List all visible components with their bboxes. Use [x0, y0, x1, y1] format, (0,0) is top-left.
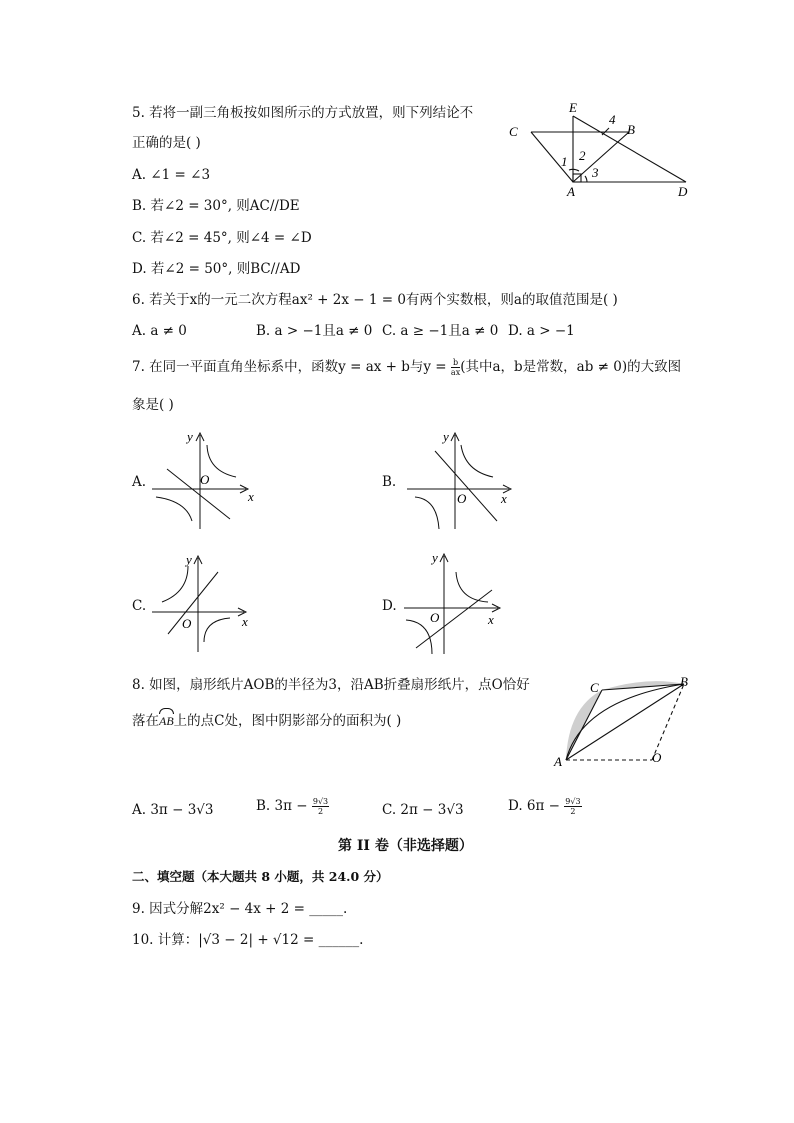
q7-stem-part1: 7. 在同一平面直角坐标系中，函数y = ax + b与y =	[132, 359, 451, 375]
q7a-x-label: x	[248, 489, 254, 504]
q5-label-c: C	[509, 124, 518, 139]
q5-label-a: A	[567, 184, 575, 199]
q5-label-d: D	[678, 184, 688, 199]
q7c-y-label: y	[186, 552, 192, 567]
q8-option-b-frac	[312, 797, 329, 816]
q8-option-c: C. 2π − 3√3	[382, 802, 464, 818]
q5-label-b: B	[627, 122, 635, 137]
q5-triangle-figure	[505, 98, 705, 203]
q7-frac-den: ax	[450, 368, 461, 377]
q6-option-b: B. a > −1且a ≠ 0	[256, 323, 373, 339]
q7-stem-part2: (其中a，b是常数，ab ≠ 0)的大致图	[460, 359, 682, 375]
q7-option-a-label: A.	[132, 474, 147, 490]
q8-stem-line2	[132, 712, 401, 730]
q7-frac-num: b	[451, 358, 460, 368]
q8-option-d	[508, 797, 582, 816]
q7-graph-a	[150, 425, 265, 530]
q7b-y-label: y	[443, 429, 449, 444]
q5-label-4: 4	[609, 112, 616, 127]
q10-stem: 10. 计算：|√3 − 2| + √12 = ______.	[132, 932, 364, 948]
q5-stem-line1: 5. 若将一副三角板按如图所示的方式放置，则下列结论不	[132, 105, 474, 121]
q7-fraction	[451, 358, 460, 377]
q7-option-d-label: D.	[382, 598, 397, 614]
q5-stem-line2: 正确的是( )	[132, 135, 201, 151]
q8-option-d-frac	[564, 797, 581, 816]
q7-graph-b	[405, 425, 520, 530]
q8-option-d-den: 2	[570, 807, 576, 816]
q8-option-b-prefix: B. 3π −	[256, 798, 312, 814]
q7a-y-label: y	[187, 429, 193, 444]
q6-option-d: D. a > −1	[508, 323, 575, 339]
section2-title: 第 II 卷（非选择题）	[338, 838, 473, 854]
q8-stem-part1: 落在	[132, 713, 159, 729]
q5-option-b: B. 若∠2 = 30°, 则AC//DE	[132, 198, 300, 214]
q7-option-c-label: C.	[132, 598, 147, 614]
q6-option-c: C. a ≥ −1且a ≠ 0	[382, 323, 499, 339]
q8-arc-ab: AB	[159, 714, 174, 728]
q7a-origin-label: O	[200, 472, 210, 487]
q7c-origin-label: O	[182, 616, 192, 631]
q5-label-e: E	[569, 100, 577, 115]
q8-option-d-num: 9√3	[565, 797, 581, 806]
q6-stem: 6. 若关于x的一元二次方程ax² + 2x − 1 = 0有两个实数根，则a的取值范围是( )	[132, 292, 618, 308]
q5-option-c: C. 若∠2 = 45°, 则∠4 = ∠D	[132, 230, 312, 246]
q5-option-a: A. ∠1 = ∠3	[132, 167, 211, 183]
q8-option-b-den: 2	[317, 807, 324, 816]
q5-label-2: 2	[579, 148, 586, 163]
q8-option-a: A. 3π − 3√3	[132, 802, 214, 818]
q7-stem-line2: 象是( )	[132, 397, 174, 413]
q8-label-b: B	[680, 674, 688, 689]
q8-option-b	[256, 797, 329, 816]
q5-label-1: 1	[561, 154, 568, 169]
section2-heading: 二、填空题（本大题共 8 小题，共 24.0 分）	[132, 869, 389, 884]
q7d-x-label: x	[488, 612, 494, 627]
q8-label-c: C	[590, 680, 599, 695]
q7-stem-line1	[132, 358, 681, 377]
q8-sector-figure	[552, 672, 702, 772]
q7-graph-d	[402, 546, 517, 656]
q7-option-b-label: B.	[382, 474, 397, 490]
q7d-origin-label: O	[430, 610, 440, 625]
q8-stem-part2: 上的点C处，图中阴影部分的面积为( )	[173, 713, 402, 729]
q8-stem-line1: 8. 如图，扇形纸片AOB的半径为3，沿AB折叠扇形纸片，点O恰好	[132, 677, 530, 693]
q7b-x-label: x	[501, 491, 507, 506]
q5-label-3: 3	[592, 165, 599, 180]
q8-option-d-prefix: D. 6π −	[508, 798, 565, 814]
q5-option-d: D. 若∠2 = 50°, 则BC//AD	[132, 261, 301, 277]
q7c-x-label: x	[242, 614, 248, 629]
q6-option-a: A. a ≠ 0	[132, 323, 187, 339]
q8-label-a: A	[554, 754, 562, 769]
q8-label-o: O	[652, 750, 662, 765]
q9-stem: 9. 因式分解2x² − 4x + 2 = _____.	[132, 901, 348, 917]
q7-graph-c	[148, 548, 263, 653]
q7b-origin-label: O	[457, 491, 467, 506]
q7d-y-label: y	[432, 550, 438, 565]
q8-option-b-num: 9√3	[312, 797, 329, 806]
